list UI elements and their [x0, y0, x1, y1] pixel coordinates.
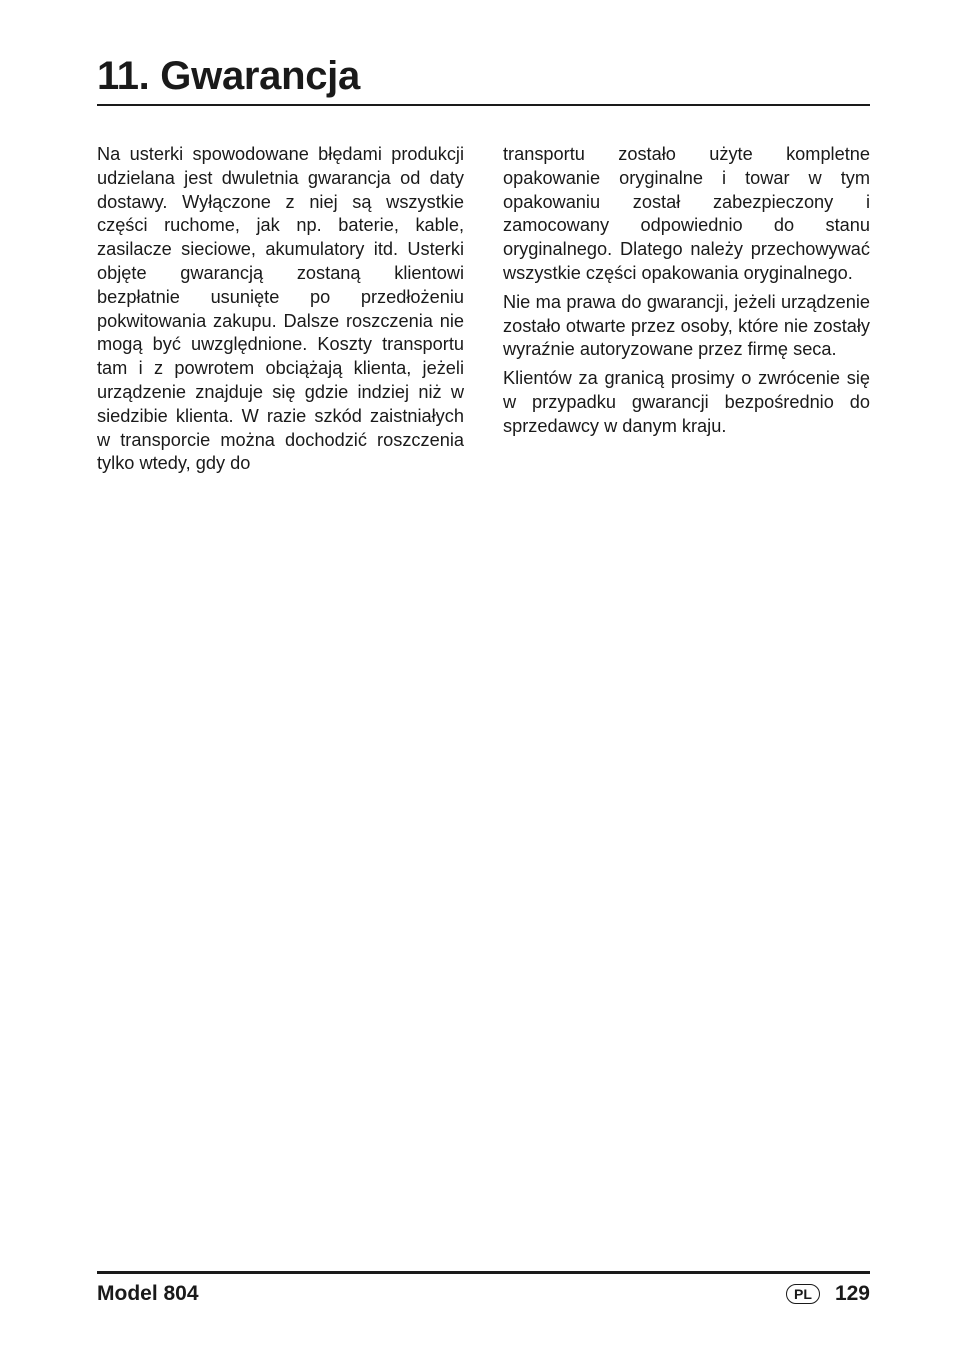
- text-column-left: [97, 143, 464, 481]
- paragraph: Klientów za granicą prosimy o zwrócenie się w przypadku gwarancji bezpośrednio do sprzedawcy w danym kraju.: [503, 368, 870, 436]
- footer-page-info: [786, 1280, 870, 1308]
- title-divider: [97, 104, 870, 106]
- page-number: 129: [834, 1282, 870, 1305]
- paragraph: transportu zostało użyte kompletne opakowanie oryginalne i towar w tym opakowaniu został zabezpieczony i zamocowany odpowiednio do stanu oryginalnego. Dlatego należy przechowywać wszystkie części opakowania oryginalnego.: [503, 144, 870, 283]
- paragraph: Nie ma prawa do gwarancji, jeżeli urządzenie zostało otwarte przez osoby, które nie zostały wyraźnie autoryzowane przez firmę seca.: [503, 291, 870, 360]
- text-column-right: [503, 143, 870, 444]
- page-title: 11. Gwarancja: [97, 54, 360, 98]
- footer-model-name: Model 804: [97, 1282, 199, 1305]
- language-badge: PL: [786, 1284, 820, 1304]
- paragraph: Na usterki spowodowane błędami produkcji udzielana jest dwuletnia gwarancja od daty dostawy. Wyłączone z niej są wszystkie części ruchome, jak np. baterie, kable, zasilacze sieciowe, akumulatory itd. Usterki objęte gwarancją zostaną klientowi bezpłatnie usunięte po przedłożeniu pokwitowania zakupu. Dalsze roszczenia nie mogą być uwzględnione. Koszty transportu tam i z powrotem obciążają klienta, jeżeli urządzenie znajduje się gdzie indziej niż w siedzibie klienta. W razie szkód zaistniałych w transporcie można dochodzić roszczenia tylko wtedy, gdy do: [97, 144, 464, 474]
- footer-divider: [97, 1271, 870, 1274]
